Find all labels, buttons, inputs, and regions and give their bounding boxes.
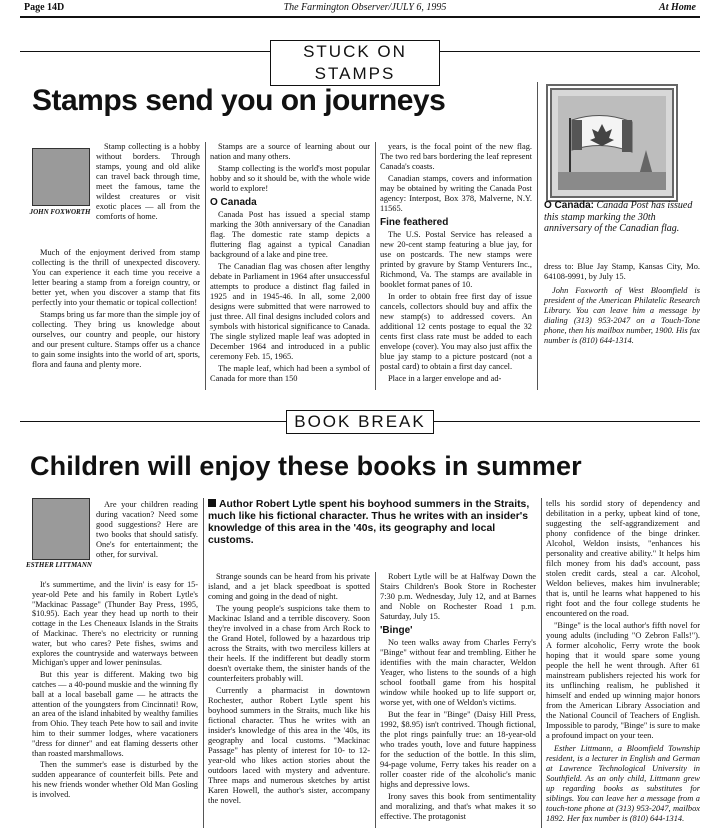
books-paragraph: Irony saves this book from sentimentality and moralizing, and that's what makes it so effective. The protagonist <box>380 792 536 821</box>
books-paragraph: Then the summer's ease is disturbed by the sudden appearance of counterfeit bills. Pete and his new friends wonder whether Old Man Gosling is involved. <box>32 760 198 799</box>
books-headline: Children will enjoy these books in summer <box>30 451 582 481</box>
stamps-col4 <box>544 262 700 348</box>
stamps-paragraph: Stamp collecting is a hobby without borders. Through stamps, young and old alike can travel back through time, meet the famous, tame the wildest creatures or visit exotic places — all from the comforts of home. <box>96 142 200 221</box>
column-rule <box>203 498 204 828</box>
page-number: Page 14D <box>24 2 65 13</box>
stamps-paragraph: Much of the enjoyment derived from stamp collecting is the thrill of unexpected discovery. You can experience it each time you receive a letter bearing a stamp from a foreign country, or better yet, when you discover a stamp that fits perfectly into your thematic or topical collection! <box>32 248 200 307</box>
stamps-paragraph: In order to obtain free first day of issue cancels, collectors should buy and affix the new stamp(s) to addressed covers. An additional 12 cents postage to equal the 32 cents first class rate must be added to each envelope (cover). You may also just affix the blue jay stamp to a picture postcard (not a postal card) to obtain a first day cancel. <box>380 292 532 371</box>
books-col1-lead <box>96 500 198 562</box>
pull-quote <box>208 499 536 547</box>
fine-feathered-subhead: Fine feathered <box>380 217 449 228</box>
stamp-caption-lead: O Canada: <box>544 200 595 211</box>
stamps-headline: Stamps send you on journeys <box>32 84 446 117</box>
author-photo-littmann <box>32 498 90 560</box>
stamps-col1 <box>32 248 200 372</box>
stamps-paragraph: Canada Post has issued a special stamp marking the 30th anniversary of the Canadian flag. The domestic rate stamp depicts a fluttering flag against a typical Canadian background of a lake and pine tree. <box>210 210 370 259</box>
books-paragraph: But this year is different. Making two big catches — a 40-pound muskie and the winning fly ball at a local baseball game — he attracts the attention of the youngsters from Cincinnati! Row, an area of the island inhabited by wealthy families from Ohio. They teach Pete how to sail and invite him to their summer lodges, where vacationers "dress for dinner" and eat flaming desserts other than roasted marshmallows. <box>32 670 198 758</box>
books-paragraph: Currently a pharmacist in downtown Rochester, author Robert Lytle spent his boyhood summers in the Straits, much like his fictional character. Thus he writes with an insider's knowledge of this area in the '40s, its geography and local customs. "Mackinac Passage" has plenty of interest for 10- to 12-year-old who likes action stories about the outdoors laced with mystery and adventure. Three maps and numerous sketches by artist Karen Howell, the author's sister, accompany the novel. <box>208 686 370 805</box>
top-rule <box>20 16 700 18</box>
stamps-paragraph: Stamps bring us far more than the simple joy of collecting. They bring us knowledge about ourselves, our country and people, our history and our present culture. Stamps offer us a chance to gain some insights into the world of art, sports, flora and fauna and plenty more. <box>32 310 200 369</box>
books-banner: BOOK BREAK <box>286 410 434 434</box>
stamps-paragraph: Stamps are a source of learning about our nation and many others. <box>210 142 370 161</box>
binge-subhead: 'Binge' <box>380 625 413 636</box>
littmann-bio: Esther Littmann, a Bloomfield Township resident, is a lecturer in English and German at Lawrence Technological University in Southfield. As an only child, Littmann grew up regarding books as substitutes for siblings. You can leave her a message from a touch-tone phone at (313) 953-2047, mailbox 1892. Her fax number is (810) 644-1314. <box>546 744 700 823</box>
stamps-col2 <box>210 142 370 386</box>
bullet-square-icon <box>208 499 216 507</box>
author-photo-foxworth <box>32 148 90 206</box>
books-paragraph: But the fear in "Binge" (Daisy Hill Press, 1992, $8.95) isn't contrived. Though fictional, the plot rings painfully true: an 18-year-old who trades youth, love and future happiness for the seduction of the bottle. In this slim, 94-page volume, Ferry takes his reader on a roller coaster ride of the alcoholic's manic highs and depressive lows. <box>380 710 536 789</box>
stamp-caption <box>544 200 700 235</box>
books-paragraph: Strange sounds can be heard from his private island, and a jet black speedboat is spotted coming and going in the dead of night. <box>208 572 370 601</box>
stamps-paragraph: dress to: Blue Jay Stamp, Kansas City, Mo. 64108-9991, by July 15. <box>544 262 700 281</box>
books-col1 <box>32 580 198 802</box>
books-col3 <box>380 572 536 824</box>
stamps-paragraph: years, is the focal point of the new flag. The two red bars bordering the leaf represent Canada's coasts. <box>380 142 532 171</box>
flag-stamp-icon <box>552 90 672 196</box>
stamp-caption-text: Canada Post has issued this stamp marking the 30th anniversary of the Canadian flag. <box>544 200 693 234</box>
stamps-banner: STUCK ON STAMPS <box>270 40 440 86</box>
stamps-col3 <box>380 142 532 386</box>
author-photo-label: JOHN FOXWORTH <box>29 208 91 216</box>
stamps-col1-lead <box>96 142 200 224</box>
author-photo-label: ESTHER LITTMANN <box>26 561 92 569</box>
stamps-paragraph: Canadian stamps, covers and information may be obtained by writing the Canada Post agency: Interpost, Box 378, Malverne, N.Y. 11565. <box>380 174 532 213</box>
books-paragraph: It's summertime, and the livin' is easy for 15-year-old Pete and his family in Robert Lytle's "Mackinac Passage" (Thunder Bay Press, 1995, $10.95). Each year they head up north to their cottage in the Les Cheneaux Islands in the Straits of Mackinac. There's no electricity or running water, but who cares? Pete fishes, swims and explores the countryside and waterways between Michigan's upper and lower peninsulas. <box>32 580 198 668</box>
books-paragraph: "Binge" is the local author's fifth novel for young adults (including "O Zebron Falls!"). A former alcoholic, Ferry wrote the book hoping that it would spare some young people the hell he went through. After 61 mainstream publishers rejected his work for its unflinching realism, he published it himself and ended up winning major honors from the American Library Association and the National Council of Teachers of English. Impossible to parody, "Binge" is sure to make a profound impact on your teen. <box>546 621 700 740</box>
column-rule <box>375 142 376 390</box>
books-paragraph: Robert Lytle will be at Halfway Down the Stairs Children's Book Store in Rochester 7:30 p.m. Wednesday, July 12, and at Barnes and Noble on Rochester Road 1 p.m. Saturday, July 15. <box>380 572 536 621</box>
stamps-paragraph: The U.S. Postal Service has released a new 20-cent stamp featuring a blue jay, for use on postcards. The new stamps were printed by gravure by Stamp Venturers Inc., Richmond, Va. The stamps are available in booklet format panes of 10. <box>380 230 532 289</box>
books-paragraph: tells his sordid story of dependency and debilitation in a perky, upbeat kind of tone, suggesting the self-aggrandizement and phony confidence of the binge drinker. Alcohol, Weldon insists, "enhances his personality and creative ability." It helps him filch money from his dad's account, pass stolen credit cards, steal a car. Alcohol, Weldon believes, makes him invulnerable; that is, until he learns what happened to his right foot and the four college students he encountered on the road. <box>546 499 700 618</box>
books-paragraph: The young people's suspicions take them to Mackinac Island and a terrible discovery. Soon they're involved in a chase from Arch Rock to the Grand Hotel, followed by a hazardous trip across the Straits, with two merciless killers at their heels. If the indifferent but deadly storm doesn't overtake them, the sinister hands of the counterfeiters probably will. <box>208 604 370 683</box>
stamps-paragraph: The maple leaf, which had been a symbol of Canada for more than 150 <box>210 364 370 383</box>
books-col2 <box>208 572 370 808</box>
stamps-paragraph: Stamp collecting is the world's most popular hobby and so it should be, with the whole wide world to explore! <box>210 164 370 193</box>
section-label: At Home <box>659 2 696 13</box>
column-rule <box>541 498 542 828</box>
canada-subhead: O Canada <box>210 197 257 208</box>
column-rule <box>375 572 376 828</box>
books-paragraph: Are your children reading during vacation? Need some good suggestions? Here are two books that should satisfy. One's for entertainment; the other, for survival. <box>96 500 198 559</box>
column-rule <box>537 82 538 390</box>
books-paragraph: No teen walks away from Charles Ferry's "Binge" without fear and trembling. Either he identifies with the main character, Weldon Yeager, who listens to the sounds of a high school football game from his hospital window while hooked up to life support or, worse yet, with one of Weldon's victims. <box>380 638 536 707</box>
books-col4 <box>546 499 700 826</box>
foxworth-bio: John Foxworth of West Bloomfield is president of the American Philatelic Research Library. You can leave him a message by dialing (313) 953-2047 on a Touch-Tone phone, then his mailbox number, 1900. His fax number is (810) 644-1314. <box>544 286 700 345</box>
stamps-paragraph: Place in a larger envelope and ad- <box>388 374 502 383</box>
pull-quote-text: Author Robert Lytle spent his boyhood summers in the Straits, much like his fictional character. Thus he writes with an insider's knowledge of this area in the '40s, its geography and local customs. <box>208 499 530 546</box>
canada-flag-stamp-image <box>546 84 678 202</box>
masthead: The Farmington Observer/JULY 6, 1995 <box>283 2 447 13</box>
stamps-paragraph: The Canadian flag was chosen after lengthy debate in Parliament in 1964 after unsuccessful attempts to produce a distinct flag failed in 1925 and in 1945-46. In all, some 2,000 designs were submitted that were narrowed to just three. All final designs included colors and symbols with historical significance to Canada. The single stylized maple leaf was adopted in December 1964 and introduced in a public ceremony Feb. 15, 1965. <box>210 262 370 361</box>
column-rule <box>205 142 206 390</box>
